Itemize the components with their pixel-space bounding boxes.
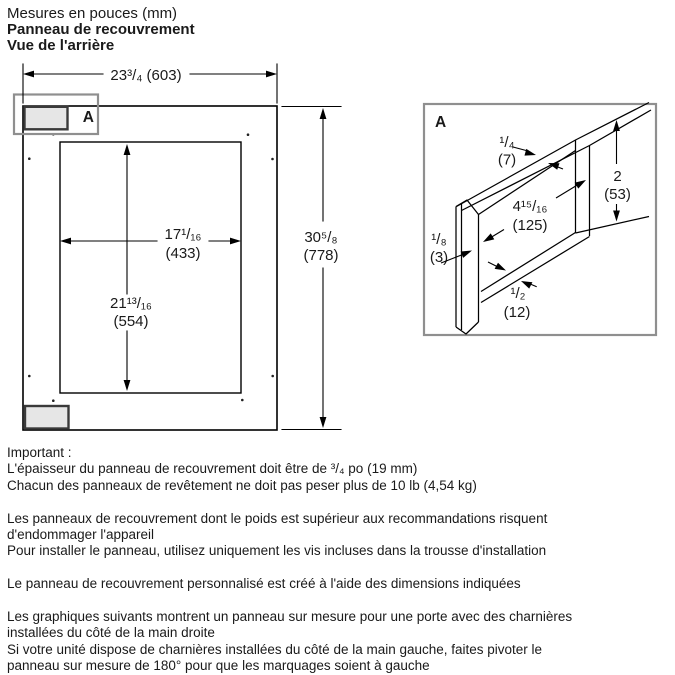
dim-cutout-width-mm: (433) [165,245,201,262]
arrowhead-down [320,417,327,428]
installation-notes [7,445,572,675]
note-spacer [7,494,572,510]
hinge-cutout-top [25,107,68,130]
dim-bottom-mm: (12) [503,304,531,321]
dim-height-mm: (53) [604,186,631,203]
note-line: Important : [7,445,72,460]
dim-lip-in: ¹/₄ [499,134,515,151]
dim-panel-width-label: 23³/₄ (603) [110,67,182,84]
arrowhead-up [320,108,327,119]
note-line: Les graphiques suivants montrent un panneau sur mesure pour une porte avec des charnières [7,609,573,625]
note-line: Chacun des panneaux de revêtement ne doit pas peser plus de 10 lb (4,54 kg) [7,477,477,493]
note-spacer [7,560,572,576]
note-line: d'endommager l'appareil [7,527,154,543]
screw-hole-dot [52,399,55,402]
arrowhead-left [23,71,34,78]
dim-panel-height [282,107,341,430]
note-line: Si votre unité dispose de charnières installées du côté de la main gauche, faites pivoter le [7,641,543,657]
dim-panel-height-mm: (778) [303,247,339,264]
dim-groove-in: ¹/₈ [431,231,447,248]
panel-outline [23,106,277,430]
dim-width-in: 4¹⁵/₁₆ [512,198,548,215]
dim-width-mm: (125) [512,217,548,234]
hinge-cutout-bottom [25,406,69,429]
note-line: Les panneaux de recouvrement dont le poids est supérieur aux recommandations risquent [7,510,548,526]
dim-height-in: 2 [613,168,622,185]
screw-hole-dot [28,157,31,160]
view-subtitle: Vue de l'arrière [7,37,115,54]
screw-hole-dot [28,375,31,378]
dim-lip-mm: (7) [497,151,517,169]
detail-marker-label: A [82,109,94,126]
note-spacer [7,593,572,609]
detail-a-view [424,103,656,336]
note-line: Pour installer le panneau, utilisez uniquement les vis incluses dans la trousse d'installation [7,543,547,559]
dim-groove-mm: (3) [429,249,449,266]
dim-bottom-in: ¹/₂ [510,285,526,302]
main-panel-view [14,64,341,430]
note-line: Le panneau de recouvrement personnalisé est créé à l'aide des dimensions indiquées [7,576,521,592]
dim-cutout-width-in: 17¹/₁₆ [164,226,202,243]
dim-cutout-height-in: 21¹³/₁₆ [110,295,152,312]
screw-hole-dot [241,399,244,402]
units-note: Mesures en pouces (mm) [7,5,178,22]
page-title: Panneau de recouvrement [7,21,195,38]
screw-hole-dot [271,158,274,161]
note-line: panneau sur mesure de 180° pour que les marquages soient à gauche [7,658,430,674]
screw-hole-dot [271,375,274,378]
note-line: L'épaisseur du panneau de recouvrement doit être de ³/₄ po (19 mm) [7,461,418,477]
arrowhead-right [266,71,277,78]
screw-hole-dot [247,133,250,136]
note-line: installées du côté de la main droite [7,625,215,641]
dim-panel-height-in: 30⁵/₈ [304,229,338,246]
detail-a-marker: A [435,114,447,131]
dim-cutout-height-mm: (554) [113,313,149,330]
